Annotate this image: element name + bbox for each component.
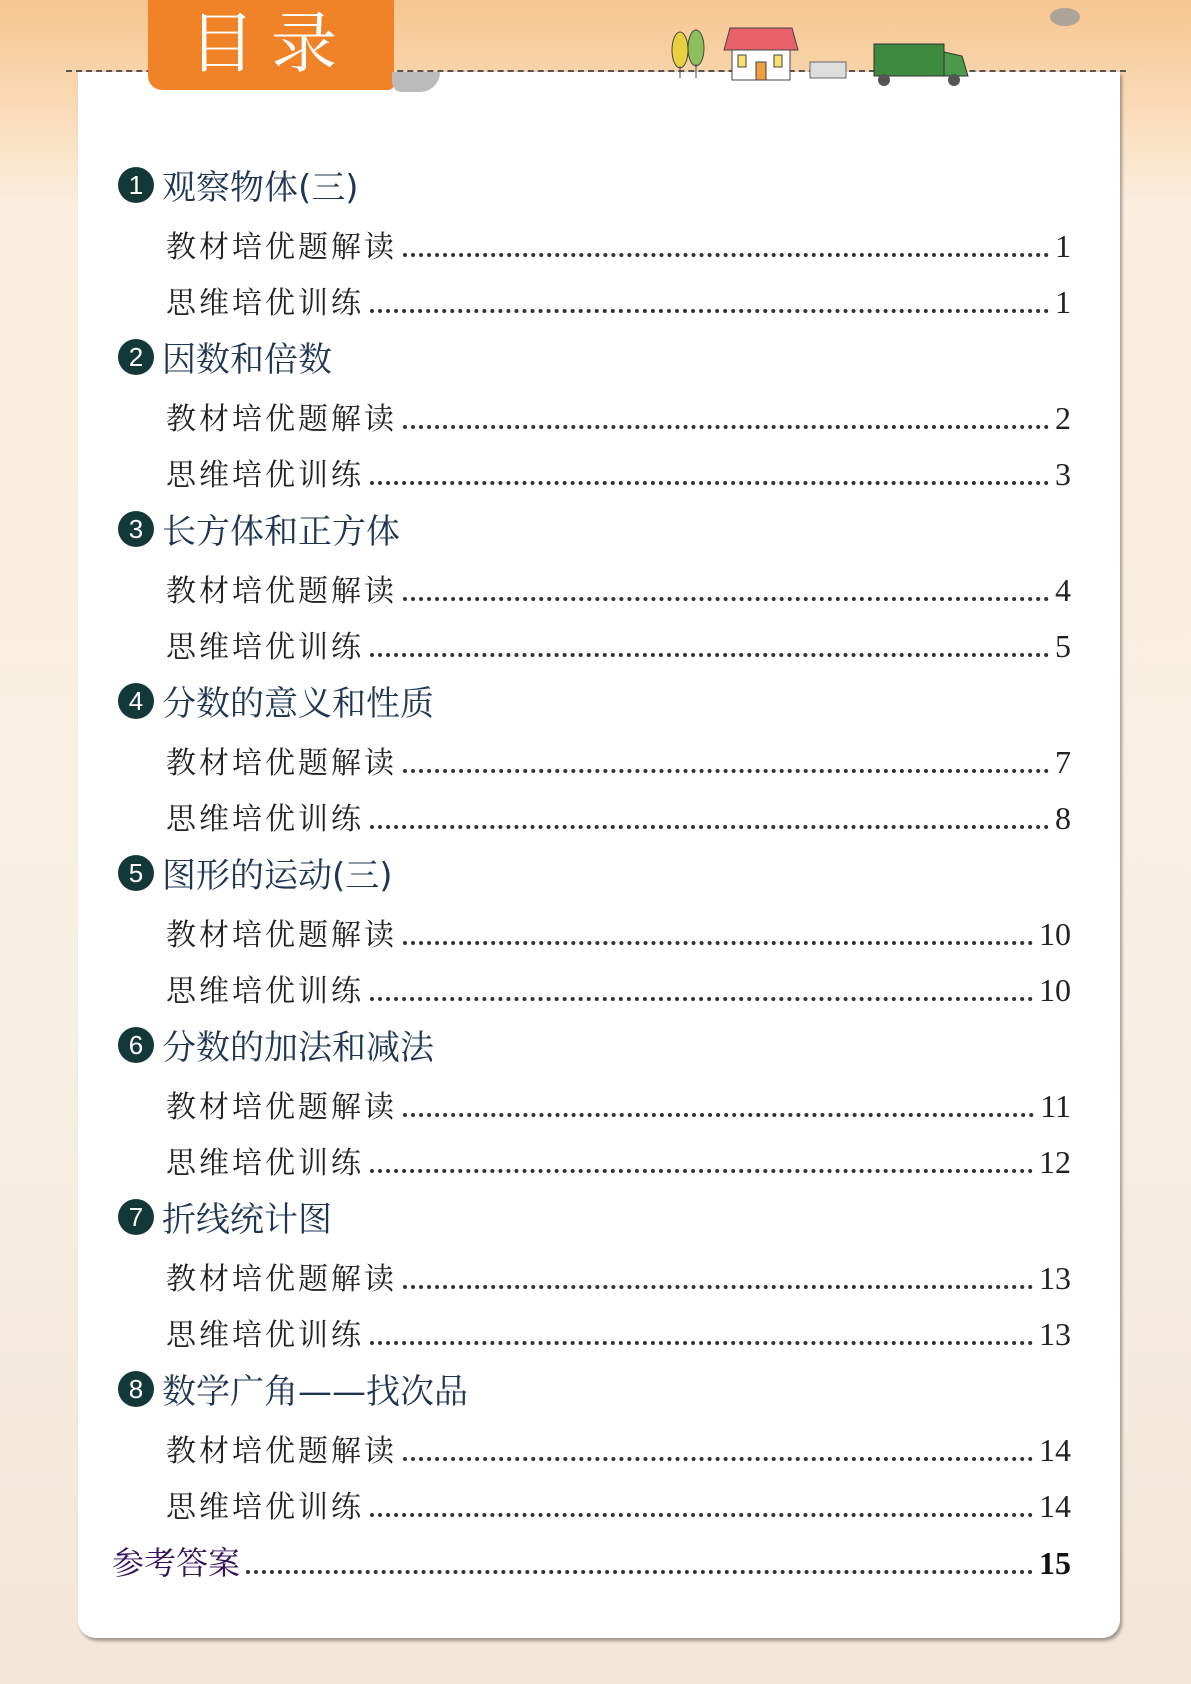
dot-leader xyxy=(370,1341,1033,1345)
chapter-number-badge: 1 xyxy=(118,167,154,203)
page-number: 8 xyxy=(1055,800,1071,836)
entry-label: 教材培优题解读 xyxy=(166,230,397,265)
dot-leader xyxy=(246,1570,1033,1574)
page-number: 3 xyxy=(1055,456,1071,492)
chapter-title: 观察物体(三) xyxy=(162,168,359,208)
dot-leader xyxy=(370,997,1033,1001)
chapter-2-heading[interactable] xyxy=(118,332,332,381)
dot-leader xyxy=(370,1513,1033,1517)
chapter-4-heading[interactable] xyxy=(118,676,434,725)
dot-leader xyxy=(403,425,1049,429)
scan-mark xyxy=(1050,8,1080,26)
chapter-number-badge: 4 xyxy=(118,683,154,719)
page-number: 12 xyxy=(1039,1144,1071,1180)
chapter-title: 分数的意义和性质 xyxy=(162,684,434,724)
chapter-title: 分数的加法和减法 xyxy=(162,1028,434,1068)
page-number: 7 xyxy=(1055,744,1071,780)
dot-leader xyxy=(370,653,1049,657)
entry-label: 教材培优题解读 xyxy=(166,1434,397,1469)
chapter-title: 数学广角——找次品 xyxy=(162,1372,468,1412)
chapter-5-heading[interactable] xyxy=(118,848,393,897)
entry-label: 思维培优训练 xyxy=(166,1490,364,1525)
entry-label: 思维培优训练 xyxy=(166,286,364,321)
toc-entry[interactable] xyxy=(166,738,1071,782)
chapter-number-badge: 7 xyxy=(118,1199,154,1235)
page-number: 11 xyxy=(1040,1088,1071,1124)
page-number: 5 xyxy=(1055,628,1071,664)
entry-label: 思维培优训练 xyxy=(166,802,364,837)
entry-label: 思维培优训练 xyxy=(166,630,364,665)
dot-leader xyxy=(403,597,1049,601)
page-number: 13 xyxy=(1039,1316,1071,1352)
toc-entry[interactable] xyxy=(166,622,1071,666)
page-number: 4 xyxy=(1055,572,1071,608)
page-number: 1 xyxy=(1055,284,1071,320)
toc-entry[interactable] xyxy=(166,450,1071,494)
dot-leader xyxy=(370,309,1049,313)
entry-label: 教材培优题解读 xyxy=(166,746,397,781)
dot-leader xyxy=(370,825,1049,829)
toc-entry[interactable] xyxy=(166,1082,1071,1126)
toc-entry[interactable] xyxy=(166,1310,1071,1354)
entry-label: 教材培优题解读 xyxy=(166,574,397,609)
toc-entry[interactable] xyxy=(166,910,1071,954)
chapter-number-badge: 5 xyxy=(118,855,154,891)
dot-leader xyxy=(403,253,1049,257)
dot-leader xyxy=(403,1113,1034,1117)
chapter-7-heading[interactable] xyxy=(118,1192,332,1241)
dot-leader xyxy=(370,1169,1033,1173)
toc-entry[interactable] xyxy=(166,794,1071,838)
toc-entry[interactable] xyxy=(166,278,1071,322)
dot-leader xyxy=(403,769,1049,773)
entry-label: 教材培优题解读 xyxy=(166,918,397,953)
toc-entry-answers[interactable] xyxy=(112,1538,1071,1584)
toc-entry[interactable] xyxy=(166,222,1071,266)
chapter-number-badge: 6 xyxy=(118,1027,154,1063)
chapter-3-heading[interactable] xyxy=(118,504,400,553)
dot-leader xyxy=(370,481,1049,485)
chapter-6-heading[interactable] xyxy=(118,1020,434,1069)
toc-entry[interactable] xyxy=(166,1138,1071,1182)
entry-label: 思维培优训练 xyxy=(166,1146,364,1181)
page-number: 14 xyxy=(1039,1432,1071,1468)
toc-entry[interactable] xyxy=(166,566,1071,610)
chapter-1-heading[interactable] xyxy=(118,160,359,209)
entry-label: 参考答案 xyxy=(112,1544,241,1582)
page-number: 14 xyxy=(1039,1488,1071,1524)
toc-entry[interactable] xyxy=(166,394,1071,438)
page-number: 10 xyxy=(1039,972,1071,1008)
chapter-title: 图形的运动(三) xyxy=(162,856,393,896)
page-title: 目录 xyxy=(148,0,394,90)
page-number: 1 xyxy=(1055,228,1071,264)
entry-label: 思维培优训练 xyxy=(166,974,364,1009)
toc-entry[interactable] xyxy=(166,1482,1071,1526)
dot-leader xyxy=(403,941,1033,945)
page-number: 10 xyxy=(1039,916,1071,952)
chapter-title: 折线统计图 xyxy=(162,1200,332,1240)
dot-leader xyxy=(403,1457,1033,1461)
entry-label: 教材培优题解读 xyxy=(166,402,397,437)
entry-label: 思维培优训练 xyxy=(166,458,364,493)
town-illustration xyxy=(670,22,980,88)
chapter-title: 长方体和正方体 xyxy=(162,512,400,552)
entry-label: 教材培优题解读 xyxy=(166,1090,397,1125)
chapter-number-badge: 3 xyxy=(118,511,154,547)
page-number: 15 xyxy=(1039,1545,1071,1581)
page-number: 2 xyxy=(1055,400,1071,436)
dot-leader xyxy=(403,1285,1033,1289)
toc-entry[interactable] xyxy=(166,1254,1071,1298)
page-number: 13 xyxy=(1039,1260,1071,1296)
entry-label: 思维培优训练 xyxy=(166,1318,364,1353)
entry-label: 教材培优题解读 xyxy=(166,1262,397,1297)
toc-entry[interactable] xyxy=(166,1426,1071,1470)
chapter-8-heading[interactable] xyxy=(118,1364,468,1413)
chapter-number-badge: 2 xyxy=(118,339,154,375)
chapter-number-badge: 8 xyxy=(118,1371,154,1407)
chapter-title: 因数和倍数 xyxy=(162,340,332,380)
toc-entry[interactable] xyxy=(166,966,1071,1010)
